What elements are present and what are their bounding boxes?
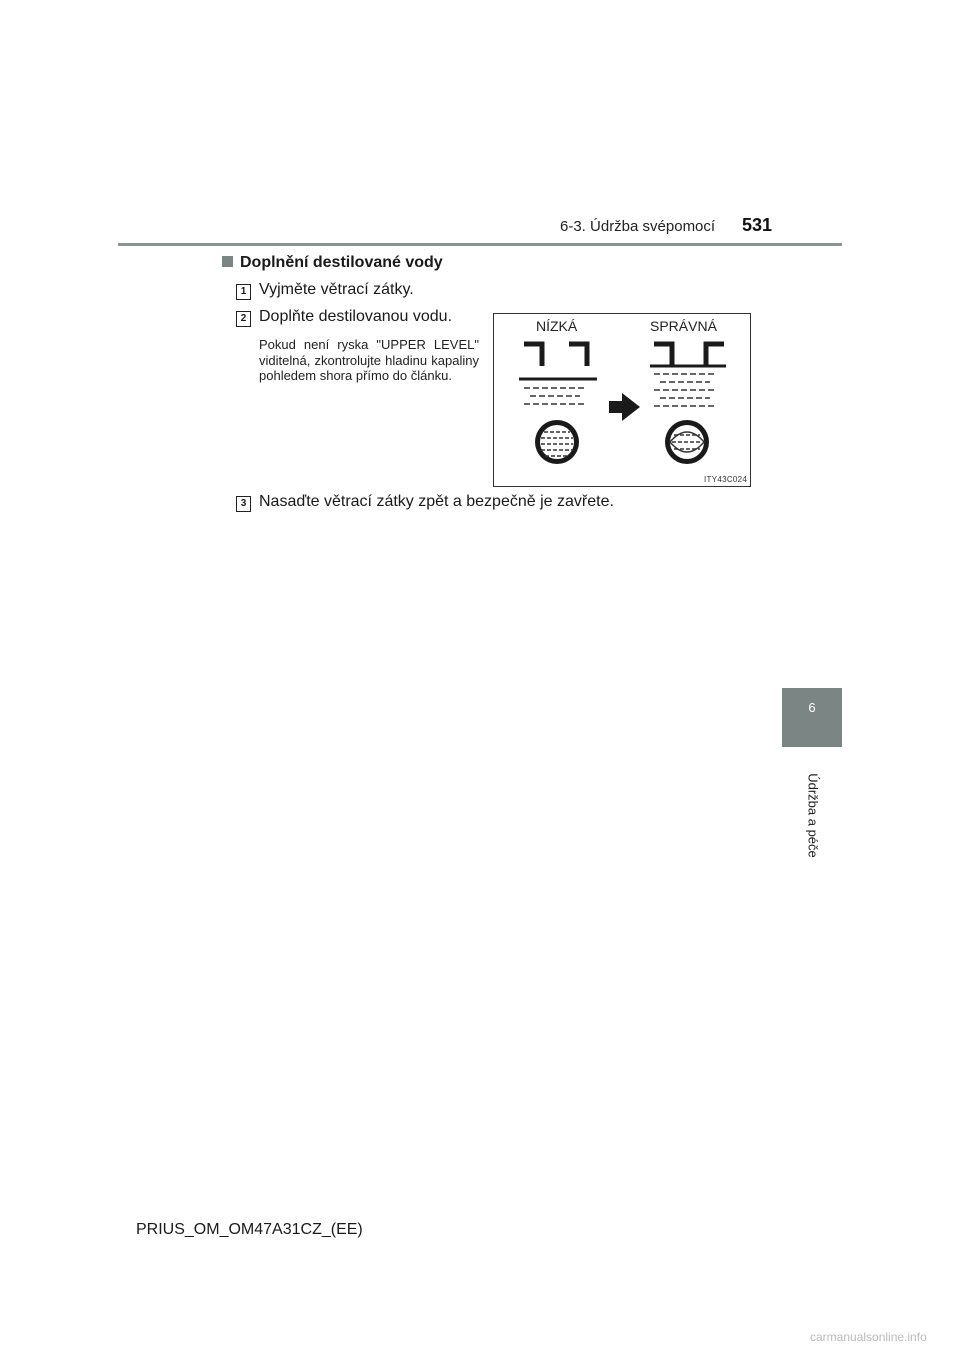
step-number-3: 3 — [236, 496, 251, 512]
correct-fluid-dashes — [654, 374, 716, 406]
step-number-1: 1 — [236, 284, 251, 300]
battery-level-figure — [493, 313, 751, 487]
watermark: carmanualsonline.info — [810, 1330, 927, 1344]
step-text-2: Doplňte destilovanou vodu. — [259, 308, 453, 325]
chapter-tab-title: Údržba a péče — [805, 773, 821, 858]
chapter-section-title: 6-3. Údržba svépomocí — [560, 218, 716, 235]
document-code: PRIUS_OM_OM47A31CZ_(EE) — [136, 1221, 363, 1238]
step-text-3: Nasaďte větrací zátky zpět a bezpečně je zavřete. — [259, 493, 614, 510]
battery-cell-diagram — [494, 314, 750, 486]
step-2-note: Pokud není ryska "UPPER LEVEL" viditelná, zkontrolujte hladinu kapaliny pohledem shora přímo do článku. — [259, 337, 479, 383]
chapter-tab-number: 6 — [808, 700, 816, 715]
page-number: 531 — [742, 215, 773, 235]
figure-label-low: NÍZKÁ — [536, 318, 578, 334]
low-cell-top-view — [535, 420, 579, 464]
correct-cell-top-view — [665, 420, 709, 464]
step-text-1: Vyjměte větrací zátky. — [259, 281, 414, 298]
section-heading-text: Doplnění destilované vody — [240, 254, 443, 271]
low-fluid-dashes — [524, 388, 586, 404]
arrow-right-icon — [609, 393, 640, 421]
low-level-marks — [524, 344, 587, 366]
section-heading — [222, 254, 443, 272]
heading-square-icon — [222, 256, 233, 267]
figure-label-correct: SPRÁVNÁ — [650, 318, 717, 334]
chapter-tab — [782, 688, 842, 747]
figure-code: ITY43C024 — [704, 475, 748, 484]
correct-level-marks — [654, 344, 724, 366]
header-divider — [118, 243, 842, 246]
step-number-2: 2 — [236, 311, 251, 327]
